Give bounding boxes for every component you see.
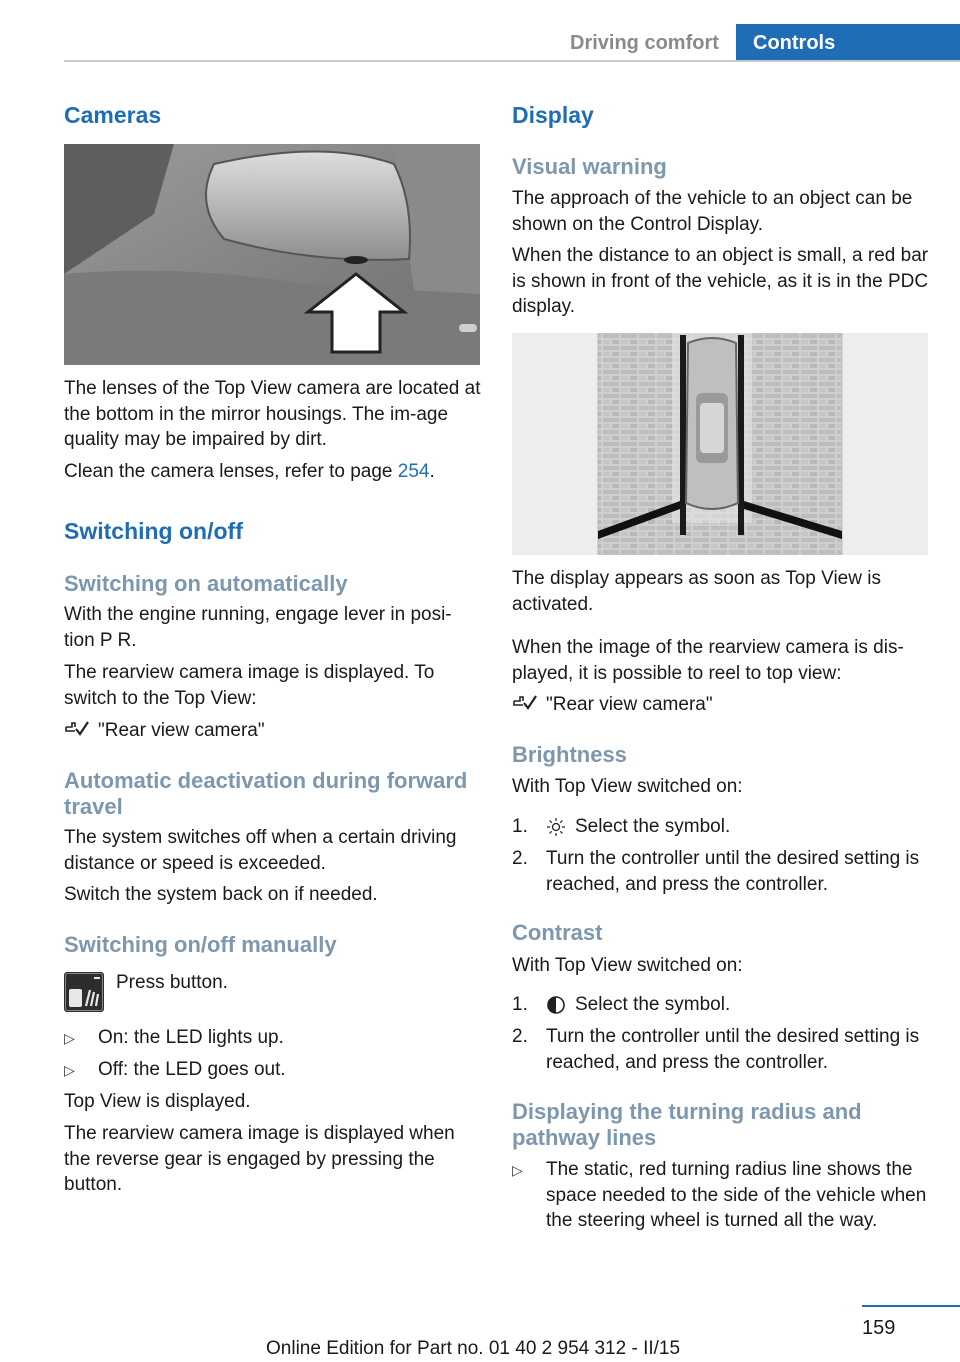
press-button-text: Press button.: [116, 972, 228, 993]
visual-paragraph-2: When the distance to an object is small, a red bar is shown in front of the vehicle, as it is in the PDC display.: [512, 245, 929, 317]
display-menu-line: [512, 692, 930, 718]
mirror-camera-photo: [64, 144, 480, 365]
header-tab-label: Controls: [753, 32, 836, 54]
brightness-steps: [512, 814, 930, 894]
auto-menu-line: [64, 718, 482, 744]
display-heading: Display: [512, 102, 594, 128]
led-bullet-item: On: the LED lights up.: [98, 1027, 284, 1048]
turning-bullet-list: [512, 1157, 930, 1257]
cameras-heading: Cameras: [64, 102, 162, 128]
brightness-heading: Brightness: [512, 742, 627, 767]
visual-paragraph-1: The approach of the vehicle to an object can be shown on the Control Display.: [512, 188, 913, 235]
footer-rule: [862, 1305, 960, 1307]
camera-check-icon: [64, 719, 90, 739]
manual-heading: Switching on/off manually: [64, 932, 337, 957]
bullet-triangle-icon: ▷: [64, 1062, 75, 1078]
deactivation-paragraph-2: Switch the system back on if needed.: [64, 884, 378, 905]
auto-paragraph-1: With the engine running, engage lever in posi-tion P R.: [64, 604, 452, 651]
auto-menu-text: "Rear view camera": [98, 720, 265, 741]
step-number: 2.: [512, 1026, 528, 1047]
top-view-display-image: [512, 333, 928, 555]
step-text: Turn the controller until the desired setting is reached, and press the controller.: [546, 1026, 920, 1073]
clean-suffix: .: [429, 461, 435, 482]
header-section: Driving comfort: [570, 32, 719, 54]
auto-paragraph-2: The rearview camera image is displayed. To switch to the Top View:: [64, 662, 435, 709]
clean-paragraph: [64, 459, 482, 485]
camera-check-icon: [512, 693, 538, 713]
contrast-heading: Contrast: [512, 920, 603, 945]
step-number: 1.: [512, 816, 528, 837]
step-text: Select the symbol.: [575, 816, 731, 837]
page-link-254[interactable]: 254: [397, 461, 430, 482]
bullet-triangle-icon: ▷: [64, 1030, 75, 1046]
deactivation-paragraph-1: The system switches off when a certain driving distance or speed is exceeded.: [64, 827, 457, 874]
cameras-paragraph: The lenses of the Top View camera are located at the bottom in the mirror housings. The im-age quality may be impaired by dirt.: [64, 378, 481, 450]
brightness-sun-icon: [546, 817, 566, 837]
led-bullet-list: [64, 1025, 482, 1085]
clean-text: Clean the camera lenses, refer to page: [64, 461, 398, 482]
after-paragraph-1: Top View is displayed.: [64, 1091, 251, 1112]
bullet-triangle-icon: ▷: [512, 1162, 523, 1178]
visual-warning-heading: Visual warning: [512, 154, 667, 179]
display-menu-text: "Rear view camera": [546, 694, 713, 715]
page-number: 159: [862, 1317, 896, 1339]
step-number: 2.: [512, 848, 528, 869]
contrast-icon: [546, 995, 566, 1015]
step-text: Turn the controller until the desired setting is reached, and press the controller.: [546, 848, 920, 895]
contrast-intro: With Top View switched on:: [512, 955, 743, 976]
deactivation-heading: Automatic deactivation during forward travel: [64, 768, 468, 819]
brightness-intro: With Top View switched on:: [512, 776, 743, 797]
header-rule: [64, 60, 960, 62]
switching-heading: Switching on/off: [64, 518, 243, 544]
display-paragraph-1: The display appears as soon as Top View is activated.: [512, 568, 881, 615]
turning-radius-heading: Displaying the turning radius and pathway lines: [512, 1099, 862, 1150]
step-number: 1.: [512, 994, 528, 1015]
header-tab: [736, 24, 960, 62]
turning-bullet-item: The static, red turning radius line shows the space needed to the side of the vehicle when the steering wheel is turned all the way.: [546, 1159, 927, 1231]
step-text: Select the symbol.: [575, 994, 731, 1015]
display-paragraph-2: When the image of the rearview camera is dis-played, it is possible to reel to top view:: [512, 637, 904, 684]
auto-heading: Switching on automatically: [64, 571, 348, 596]
led-bullet-item: Off: the LED goes out.: [98, 1059, 286, 1080]
footer-edition: Online Edition for Part no. 01 40 2 954 312 - II/15: [266, 1338, 681, 1359]
top-view-button-icon: [64, 972, 104, 1012]
after-paragraph-2: The rearview camera image is displayed when the reverse gear is engaged by pressing the button.: [64, 1123, 455, 1195]
contrast-steps: [512, 992, 930, 1072]
